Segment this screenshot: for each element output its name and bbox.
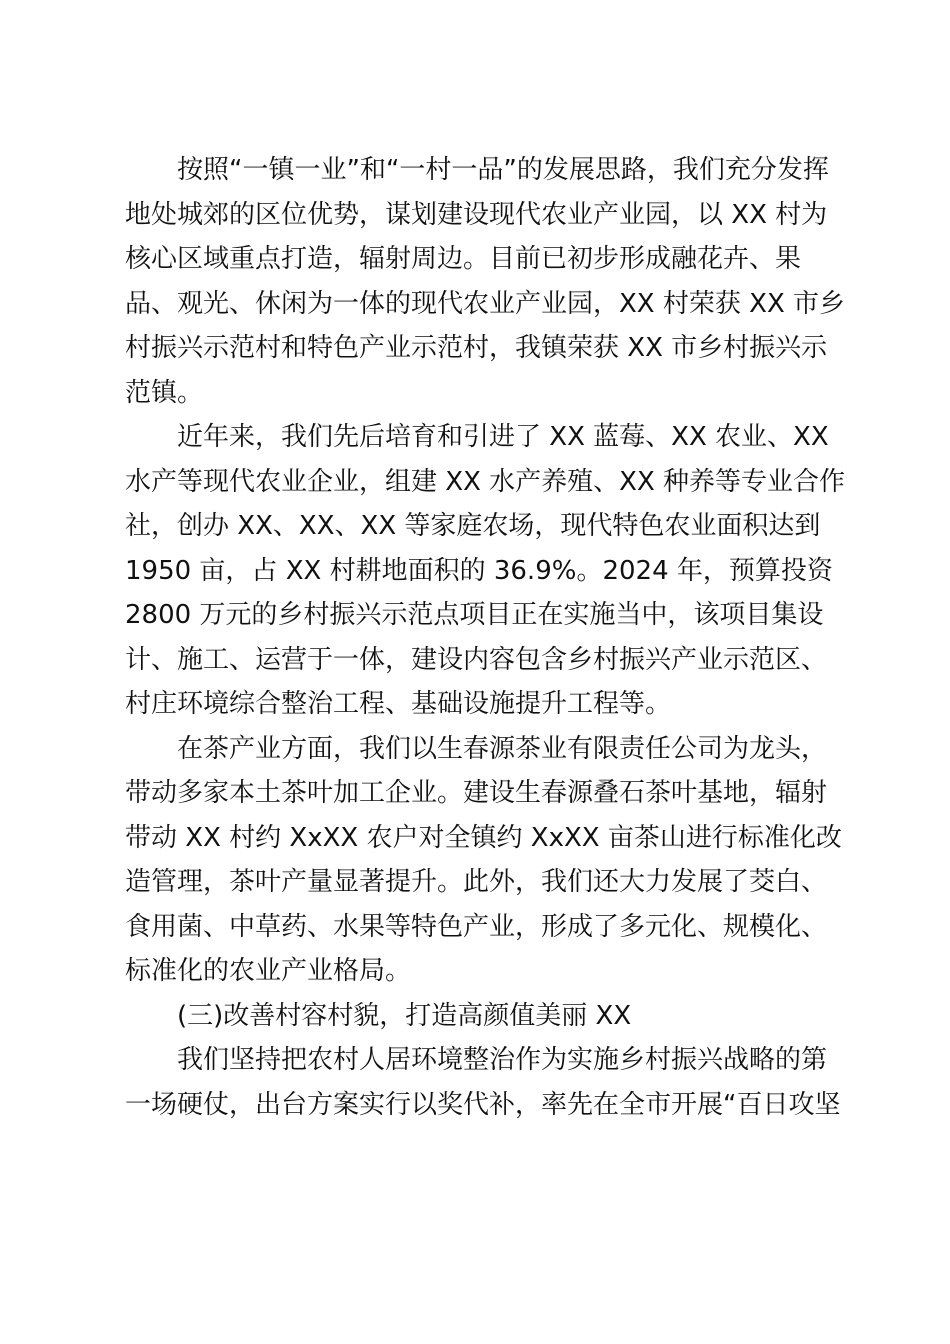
text-line: 1950 亩，占 XX 村耕地面积的 36.9%。2024 年，预算投资 [125, 555, 833, 586]
heading-line: (三)改善村容村貌，打造高颜值美丽 XX [177, 1000, 632, 1031]
paragraph [125, 148, 846, 415]
text-line: 近年来，我们先后培育和引进了 XX 蓝莓、XX 农业、XX [177, 422, 829, 452]
text-line: 范镇。 [125, 377, 204, 408]
text-line: 计、施工、运营于一体，建设内容包含乡村振兴产业示范区、 [125, 644, 828, 675]
paragraph [125, 727, 842, 994]
text-line: 造管理，茶叶产量显著提升。此外，我们还大力发展了茭白、 [125, 867, 828, 897]
text-line: 社，创办 XX、XX、XX 等家庭农场，现代特色农业面积达到 [125, 511, 821, 541]
text-line: 2800 万元的乡村振兴示范点项目正在实施当中，该项目集设 [125, 600, 824, 630]
text-line: 食用菌、中草药、水果等特色产业，形成了多元化、规模化、 [125, 911, 828, 942]
text-line: 我们坚持把农村人居环境整治作为实施乡村振兴战略的第 [177, 1045, 828, 1075]
text-line: 核心区域重点打造，辐射周边。目前已初步形成融花卉、果 [125, 244, 802, 274]
section-heading [125, 994, 835, 1039]
paragraph [125, 1038, 841, 1127]
text-line: 按照“一镇一业”和“一村一品”的发展思路，我们充分发挥 [177, 155, 829, 185]
text-line: 水产等现代农业企业，组建 XX 水产养殖、XX 种养等专业合作 [125, 466, 846, 497]
paragraph [125, 415, 846, 727]
text-line: 一场硬仗，出台方案实行以奖代补，率先在全市开展“百日攻坚 [125, 1089, 841, 1120]
text-line: 村振兴示范村和特色产业示范村，我镇荣获 XX 市乡村振兴示 [125, 333, 828, 363]
text-line: 标准化的农业产业格局。 [125, 956, 412, 986]
text-line: 在茶产业方面，我们以生春源茶业有限责任公司为龙头， [177, 733, 828, 764]
text-line: 地处城郊的区位优势，谋划建设现代农业产业园，以 XX 村为 [125, 199, 828, 230]
text-line: 带动多家本土茶叶加工企业。建设生春源叠石茶叶基地，辐射 [125, 778, 828, 808]
text-line: 村庄环境综合整治工程、基础设施提升工程等。 [125, 689, 672, 719]
text-line: 带动 XX 村约 XxXX 农户对全镇约 XxXX 亩茶山进行标准化改 [125, 822, 842, 853]
document-body [125, 148, 846, 1127]
text-line: 品、观光、休闲为一体的现代农业产业园，XX 村荣获 XX 市乡 [125, 288, 846, 319]
